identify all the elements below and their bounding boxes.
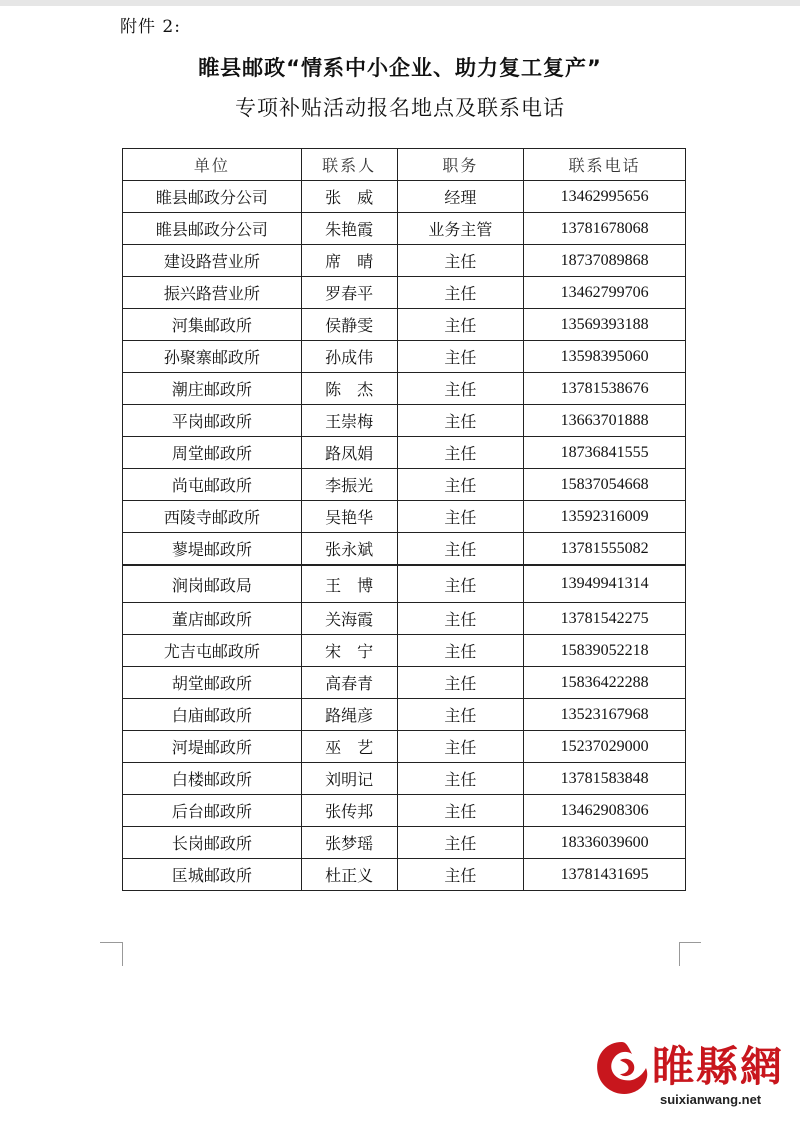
- table-header-cell: 联系人: [301, 149, 397, 181]
- table-header-cell: 联系电话: [524, 149, 686, 181]
- table-header-cell: 单位: [123, 149, 302, 181]
- table-row: [123, 181, 686, 213]
- position-cell: 主任: [397, 373, 524, 405]
- contact-table: [122, 148, 686, 891]
- position-cell: 业务主管: [397, 213, 524, 245]
- table-row: [123, 795, 686, 827]
- contact-name-cell: 张永斌: [301, 533, 397, 566]
- phone-cell: 18737089868: [524, 245, 686, 277]
- table-row: [123, 277, 686, 309]
- phone-cell: 13462995656: [524, 181, 686, 213]
- table-row: [123, 565, 686, 603]
- position-cell: 主任: [397, 827, 524, 859]
- contact-name-cell: 侯静雯: [301, 309, 397, 341]
- table-row: [123, 635, 686, 667]
- phone-cell: 13462799706: [524, 277, 686, 309]
- unit-cell: 平岗邮政所: [123, 405, 302, 437]
- position-cell: 主任: [397, 731, 524, 763]
- crop-mark-left-h: [100, 942, 122, 943]
- unit-cell: 睢县邮政分公司: [123, 213, 302, 245]
- position-cell: 主任: [397, 565, 524, 603]
- contact-name-cell: 宋 宁: [301, 635, 397, 667]
- phone-cell: 13523167968: [524, 699, 686, 731]
- phone-cell: 13663701888: [524, 405, 686, 437]
- phone-cell: 13781678068: [524, 213, 686, 245]
- unit-cell: 振兴路营业所: [123, 277, 302, 309]
- unit-cell: 睢县邮政分公司: [123, 181, 302, 213]
- contact-name-cell: 路绳彦: [301, 699, 397, 731]
- phone-cell: 13781555082: [524, 533, 686, 566]
- table-row: [123, 245, 686, 277]
- unit-cell: 潮庄邮政所: [123, 373, 302, 405]
- position-cell: 主任: [397, 245, 524, 277]
- table-row: [123, 731, 686, 763]
- phone-cell: 15836422288: [524, 667, 686, 699]
- unit-cell: 孙聚寨邮政所: [123, 341, 302, 373]
- table-row: [123, 309, 686, 341]
- table-row: [123, 667, 686, 699]
- page-top-edge: [0, 0, 800, 6]
- unit-cell: 胡堂邮政所: [123, 667, 302, 699]
- table-row: [123, 437, 686, 469]
- contact-name-cell: 刘明记: [301, 763, 397, 795]
- phone-cell: 13781542275: [524, 603, 686, 635]
- table-row: [123, 373, 686, 405]
- table-row: [123, 699, 686, 731]
- contact-name-cell: 吴艳华: [301, 501, 397, 533]
- unit-cell: 董店邮政所: [123, 603, 302, 635]
- contact-name-cell: 李振光: [301, 469, 397, 501]
- position-cell: 主任: [397, 437, 524, 469]
- phone-cell: 13592316009: [524, 501, 686, 533]
- contact-name-cell: 张梦瑶: [301, 827, 397, 859]
- position-cell: 主任: [397, 309, 524, 341]
- contact-name-cell: 陈 杰: [301, 373, 397, 405]
- unit-cell: 周堂邮政所: [123, 437, 302, 469]
- document-title: 睢县邮政“情系中小企业、助力复工复产”: [198, 56, 602, 80]
- contact-name-cell: 关海霞: [301, 603, 397, 635]
- phone-cell: 13781538676: [524, 373, 686, 405]
- phone-cell: 15837054668: [524, 469, 686, 501]
- table-row: [123, 213, 686, 245]
- unit-cell: 白庙邮政所: [123, 699, 302, 731]
- unit-cell: 匡城邮政所: [123, 859, 302, 891]
- unit-cell: 涧岗邮政局: [123, 565, 302, 603]
- table-row: [123, 763, 686, 795]
- crop-mark-left-v: [122, 942, 123, 966]
- site-watermark: [590, 1030, 795, 1120]
- position-cell: 主任: [397, 667, 524, 699]
- position-cell: 主任: [397, 763, 524, 795]
- phone-cell: 13949941314: [524, 565, 686, 603]
- unit-cell: 长岗邮政所: [123, 827, 302, 859]
- unit-cell: 建设路营业所: [123, 245, 302, 277]
- attachment-label: 附件 2:: [120, 17, 181, 37]
- phone-cell: 13462908306: [524, 795, 686, 827]
- position-cell: 经理: [397, 181, 524, 213]
- phone-cell: 13781583848: [524, 763, 686, 795]
- position-cell: 主任: [397, 277, 524, 309]
- watermark-site-name: 睢縣網: [652, 1042, 785, 1091]
- table-row: [123, 341, 686, 373]
- contact-name-cell: 杜正义: [301, 859, 397, 891]
- unit-cell: 河堤邮政所: [123, 731, 302, 763]
- crop-mark-right-v: [679, 942, 680, 966]
- unit-cell: 白楼邮政所: [123, 763, 302, 795]
- table-row: [123, 603, 686, 635]
- position-cell: 主任: [397, 501, 524, 533]
- document-subtitle: 专项补贴活动报名地点及联系电话: [235, 96, 565, 120]
- table-row: [123, 469, 686, 501]
- contact-name-cell: 孙成伟: [301, 341, 397, 373]
- position-cell: 主任: [397, 405, 524, 437]
- table-header-cell: 职务: [397, 149, 524, 181]
- contact-name-cell: 罗春平: [301, 277, 397, 309]
- position-cell: 主任: [397, 795, 524, 827]
- table-header-row: [123, 149, 686, 181]
- unit-cell: 河集邮政所: [123, 309, 302, 341]
- crop-mark-right-h: [679, 942, 701, 943]
- table-row: [123, 859, 686, 891]
- contact-name-cell: 王 博: [301, 565, 397, 603]
- contact-name-cell: 张传邦: [301, 795, 397, 827]
- contact-name-cell: 高春青: [301, 667, 397, 699]
- brand-swirl-icon: [590, 1036, 654, 1100]
- phone-cell: 18736841555: [524, 437, 686, 469]
- position-cell: 主任: [397, 533, 524, 566]
- phone-cell: 15237029000: [524, 731, 686, 763]
- position-cell: 主任: [397, 469, 524, 501]
- position-cell: 主任: [397, 859, 524, 891]
- unit-cell: 西陵寺邮政所: [123, 501, 302, 533]
- position-cell: 主任: [397, 699, 524, 731]
- contact-name-cell: 王崇梅: [301, 405, 397, 437]
- table-row: [123, 501, 686, 533]
- position-cell: 主任: [397, 341, 524, 373]
- phone-cell: 13569393188: [524, 309, 686, 341]
- watermark-domain: suixianwang.net: [660, 1092, 762, 1107]
- unit-cell: 尚屯邮政所: [123, 469, 302, 501]
- contact-name-cell: 张 威: [301, 181, 397, 213]
- table-row: [123, 827, 686, 859]
- phone-cell: 13781431695: [524, 859, 686, 891]
- contact-name-cell: 路凤娟: [301, 437, 397, 469]
- unit-cell: 后台邮政所: [123, 795, 302, 827]
- contact-name-cell: 席 晴: [301, 245, 397, 277]
- phone-cell: 18336039600: [524, 827, 686, 859]
- phone-cell: 13598395060: [524, 341, 686, 373]
- table-row: [123, 405, 686, 437]
- table-row: [123, 533, 686, 566]
- unit-cell: 尤吉屯邮政所: [123, 635, 302, 667]
- contact-name-cell: 巫 艺: [301, 731, 397, 763]
- position-cell: 主任: [397, 603, 524, 635]
- unit-cell: 蓼堤邮政所: [123, 533, 302, 566]
- contact-name-cell: 朱艳霞: [301, 213, 397, 245]
- phone-cell: 15839052218: [524, 635, 686, 667]
- position-cell: 主任: [397, 635, 524, 667]
